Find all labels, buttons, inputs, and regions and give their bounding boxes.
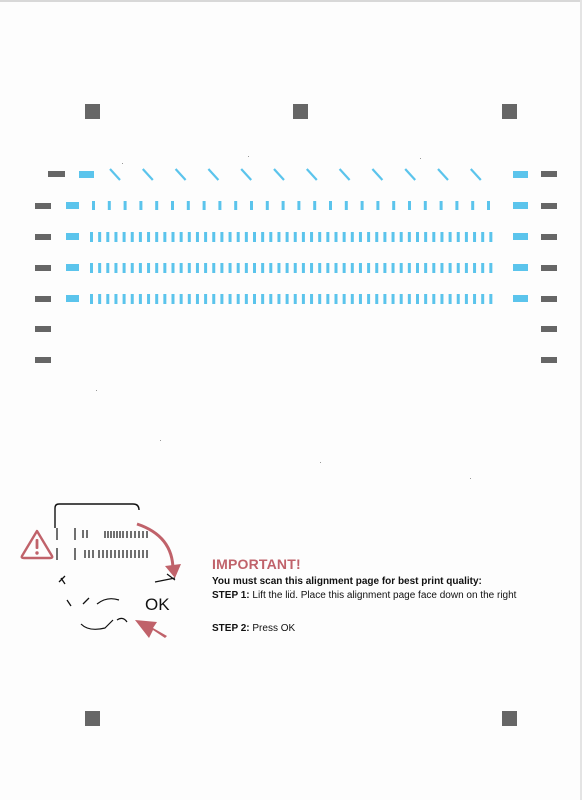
vertical-tick xyxy=(343,294,346,304)
vertical-tick xyxy=(313,201,316,210)
cyan-end-block xyxy=(66,233,79,240)
vertical-tick xyxy=(416,232,419,242)
diagonal-tick xyxy=(143,169,153,180)
vertical-tick xyxy=(188,294,191,304)
vertical-tick xyxy=(106,263,109,273)
vertical-tick xyxy=(131,294,134,304)
vertical-tick xyxy=(266,201,269,210)
vertical-tick xyxy=(335,294,338,304)
left-gray-bar xyxy=(35,234,51,240)
press-arrow-icon xyxy=(135,620,167,638)
vertical-tick xyxy=(361,201,364,210)
vertical-tick xyxy=(335,263,338,273)
cyan-end-block xyxy=(66,264,79,271)
vertical-tick xyxy=(245,294,248,304)
vertical-tick xyxy=(180,232,183,242)
vertical-tick xyxy=(123,294,126,304)
vertical-tick xyxy=(408,263,411,273)
vertical-tick xyxy=(139,294,142,304)
vertical-tick xyxy=(277,294,280,304)
vertical-tick xyxy=(277,263,280,273)
vertical-tick xyxy=(367,232,370,242)
scan-dot xyxy=(248,156,249,157)
vertical-tick xyxy=(310,263,313,273)
vertical-tick xyxy=(440,263,443,273)
scan-dot xyxy=(470,478,471,479)
vertical-tick xyxy=(282,201,285,210)
barcode-row-top xyxy=(57,528,147,540)
vertical-tick xyxy=(473,232,476,242)
vertical-tick xyxy=(106,294,109,304)
left-gray-bar xyxy=(35,357,51,363)
vertical-tick xyxy=(98,294,101,304)
vertical-tick xyxy=(400,263,403,273)
scan-dot xyxy=(96,390,97,391)
vertical-tick xyxy=(92,201,95,210)
vertical-tick xyxy=(424,263,427,273)
vertical-tick xyxy=(473,263,476,273)
vertical-tick xyxy=(196,263,199,273)
vertical-tick xyxy=(302,263,305,273)
scan-instruction: You must scan this alignment page for best print quality: xyxy=(212,576,482,587)
vertical-tick xyxy=(424,294,427,304)
vertical-tick xyxy=(98,232,101,242)
vertical-tick xyxy=(220,263,223,273)
vertical-tick xyxy=(253,263,256,273)
vertical-tick xyxy=(172,294,175,304)
vertical-tick xyxy=(367,294,370,304)
vertical-tick xyxy=(432,294,435,304)
vertical-tick xyxy=(269,232,272,242)
vertical-tick xyxy=(114,263,117,273)
vertical-tick xyxy=(220,232,223,242)
vertical-tick xyxy=(163,294,166,304)
vertical-tick xyxy=(383,294,386,304)
registration-square xyxy=(502,104,517,119)
scanner-lid-illustration xyxy=(47,500,207,650)
vertical-tick xyxy=(329,201,332,210)
registration-square xyxy=(85,711,100,726)
vertical-tick xyxy=(286,294,289,304)
vertical-tick xyxy=(449,263,452,273)
vertical-tick xyxy=(212,294,215,304)
vertical-tick xyxy=(203,201,206,210)
vertical-tick xyxy=(408,294,411,304)
vertical-tick xyxy=(457,232,460,242)
cyan-end-block xyxy=(513,295,528,302)
cyan-end-block xyxy=(513,233,528,240)
vertical-tick xyxy=(335,232,338,242)
cyan-end-block xyxy=(513,264,528,271)
vertical-tick xyxy=(155,201,158,210)
vertical-tick xyxy=(124,201,127,210)
vertical-tick xyxy=(196,294,199,304)
vertical-tick xyxy=(408,201,411,210)
vertical-tick xyxy=(123,263,126,273)
vertical-tick xyxy=(375,294,378,304)
vertical-tick xyxy=(375,232,378,242)
scan-dot xyxy=(420,158,421,159)
vertical-tick xyxy=(106,232,109,242)
diagonal-tick xyxy=(176,169,186,180)
diagonal-tick xyxy=(438,169,448,180)
vertical-tick xyxy=(326,294,329,304)
vertical-tick xyxy=(416,294,419,304)
vertical-tick xyxy=(261,294,264,304)
right-gray-bar xyxy=(541,171,557,177)
vertical-tick xyxy=(318,232,321,242)
vertical-tick xyxy=(489,263,492,273)
vertical-tick xyxy=(400,294,403,304)
vertical-tick xyxy=(455,201,458,210)
vertical-tick xyxy=(229,294,232,304)
vertical-tick xyxy=(90,294,93,304)
vertical-tick xyxy=(90,263,93,273)
vertical-tick xyxy=(188,263,191,273)
diagonal-tick xyxy=(372,169,382,180)
curved-arrow-icon xyxy=(137,524,173,570)
vertical-tick xyxy=(294,232,297,242)
vertical-tick xyxy=(432,232,435,242)
barcode-row-bottom xyxy=(57,548,147,560)
vertical-tick xyxy=(188,232,191,242)
left-gray-bar xyxy=(48,171,65,177)
diagonal-tick xyxy=(340,169,350,180)
right-gray-bar xyxy=(541,357,557,363)
vertical-tick xyxy=(432,263,435,273)
vertical-tick xyxy=(237,294,240,304)
right-gray-bar xyxy=(541,234,557,240)
diagonal-tick xyxy=(241,169,251,180)
vertical-tick xyxy=(180,294,183,304)
registration-square xyxy=(293,104,308,119)
vertical-tick xyxy=(375,263,378,273)
vertical-tick xyxy=(351,294,354,304)
vertical-tick xyxy=(440,232,443,242)
important-heading: IMPORTANT! xyxy=(212,556,301,572)
vertical-tick xyxy=(261,263,264,273)
illustration-ok-label: OK xyxy=(145,595,170,614)
vertical-tick xyxy=(457,294,460,304)
vertical-tick xyxy=(345,201,348,210)
diagonal-tick xyxy=(208,169,218,180)
diagonal-tick xyxy=(274,169,284,180)
vertical-tick xyxy=(449,232,452,242)
vertical-tick xyxy=(229,263,232,273)
vertical-tick xyxy=(359,294,362,304)
vertical-tick xyxy=(351,232,354,242)
vertical-tick xyxy=(392,263,395,273)
vertical-tick xyxy=(302,294,305,304)
diagonal-tick xyxy=(405,169,415,180)
vertical-tick xyxy=(155,294,158,304)
left-gray-bar xyxy=(35,203,51,209)
vertical-tick xyxy=(343,263,346,273)
vertical-tick xyxy=(471,201,474,210)
vertical-tick xyxy=(424,232,427,242)
vertical-tick xyxy=(481,232,484,242)
vertical-tick xyxy=(318,263,321,273)
vertical-tick xyxy=(147,263,150,273)
vertical-tick xyxy=(245,232,248,242)
vertical-tick xyxy=(261,232,264,242)
vertical-tick xyxy=(310,294,313,304)
vertical-tick xyxy=(139,201,142,210)
vertical-tick xyxy=(269,263,272,273)
vertical-tick xyxy=(294,294,297,304)
step-1-text: Lift the lid. Place this alignment page face down on the right xyxy=(252,590,517,601)
vertical-tick xyxy=(139,232,142,242)
diagonal-tick xyxy=(471,169,481,180)
vertical-tick xyxy=(277,232,280,242)
vertical-tick xyxy=(489,232,492,242)
right-gray-bar xyxy=(541,265,557,271)
vertical-tick xyxy=(147,232,150,242)
vertical-tick xyxy=(108,201,111,210)
vertical-tick xyxy=(131,232,134,242)
left-gray-bar xyxy=(35,265,51,271)
vertical-tick xyxy=(237,232,240,242)
vertical-tick xyxy=(383,263,386,273)
vertical-tick xyxy=(204,232,207,242)
vertical-tick xyxy=(171,201,174,210)
vertical-tick xyxy=(123,232,126,242)
cyan-end-block xyxy=(513,202,528,209)
vertical-tick xyxy=(180,263,183,273)
vertical-tick xyxy=(269,294,272,304)
vertical-tick xyxy=(481,263,484,273)
vertical-tick xyxy=(245,263,248,273)
vertical-tick xyxy=(310,232,313,242)
cyan-end-block xyxy=(66,202,79,209)
left-gray-bar xyxy=(35,326,51,332)
vertical-tick xyxy=(229,232,232,242)
diagonal-tick xyxy=(307,169,317,180)
vertical-tick xyxy=(400,232,403,242)
vertical-tick xyxy=(187,201,190,210)
vertical-tick xyxy=(326,232,329,242)
vertical-tick xyxy=(440,294,443,304)
vertical-tick xyxy=(286,263,289,273)
vertical-tick xyxy=(294,263,297,273)
vertical-tick xyxy=(449,294,452,304)
vertical-tick xyxy=(318,294,321,304)
step-2-label: STEP 2: xyxy=(212,623,250,634)
vertical-tick xyxy=(392,294,395,304)
cyan-end-block xyxy=(66,295,79,302)
vertical-tick xyxy=(465,263,468,273)
vertical-tick xyxy=(155,232,158,242)
vertical-tick xyxy=(392,201,395,210)
vertical-tick xyxy=(250,201,253,210)
right-gray-bar xyxy=(541,296,557,302)
vertical-tick xyxy=(489,294,492,304)
vertical-tick xyxy=(326,263,329,273)
cyan-end-block xyxy=(513,171,528,178)
vertical-tick xyxy=(155,263,158,273)
vertical-tick xyxy=(196,232,199,242)
registration-square xyxy=(85,104,100,119)
vertical-tick xyxy=(473,294,476,304)
vertical-tick xyxy=(172,263,175,273)
diagonal-tick xyxy=(110,169,120,180)
right-gray-bar xyxy=(541,326,557,332)
vertical-tick xyxy=(457,263,460,273)
vertical-tick xyxy=(465,294,468,304)
vertical-tick xyxy=(383,232,386,242)
step-1 xyxy=(212,590,517,604)
vertical-tick xyxy=(220,294,223,304)
vertical-tick xyxy=(424,201,427,210)
vertical-tick xyxy=(147,294,150,304)
vertical-tick xyxy=(212,232,215,242)
step-2 xyxy=(212,625,362,634)
vertical-tick xyxy=(139,263,142,273)
vertical-tick xyxy=(367,263,370,273)
left-gray-bar xyxy=(35,296,51,302)
vertical-tick xyxy=(487,201,490,210)
vertical-tick xyxy=(114,232,117,242)
step-1-label: STEP 1: xyxy=(212,590,250,601)
vertical-tick xyxy=(481,294,484,304)
right-gray-bar xyxy=(541,203,557,209)
cyan-end-block xyxy=(79,171,94,178)
step-2-text: Press OK xyxy=(252,623,296,634)
vertical-tick xyxy=(286,232,289,242)
vertical-tick xyxy=(212,263,215,273)
scan-dot xyxy=(160,440,161,441)
vertical-tick xyxy=(408,232,411,242)
vertical-tick xyxy=(234,201,237,210)
vertical-tick xyxy=(204,294,207,304)
vertical-tick xyxy=(392,232,395,242)
vertical-tick xyxy=(131,263,134,273)
vertical-tick xyxy=(172,232,175,242)
vertical-tick xyxy=(359,232,362,242)
vertical-tick xyxy=(163,263,166,273)
vertical-tick xyxy=(237,263,240,273)
vertical-tick xyxy=(440,201,443,210)
vertical-tick xyxy=(351,263,354,273)
registration-square xyxy=(502,711,517,726)
vertical-tick xyxy=(302,232,305,242)
vertical-tick xyxy=(297,201,300,210)
vertical-tick xyxy=(114,294,117,304)
vertical-tick xyxy=(90,232,93,242)
vertical-tick xyxy=(163,232,166,242)
vertical-tick xyxy=(204,263,207,273)
vertical-tick xyxy=(98,263,101,273)
vertical-tick xyxy=(416,263,419,273)
vertical-tick xyxy=(359,263,362,273)
vertical-tick xyxy=(253,294,256,304)
vertical-tick xyxy=(465,232,468,242)
vertical-tick xyxy=(253,232,256,242)
vertical-tick xyxy=(218,201,221,210)
vertical-tick xyxy=(343,232,346,242)
vertical-tick xyxy=(376,201,379,210)
scan-dot xyxy=(122,163,123,164)
scan-dot xyxy=(320,462,321,463)
